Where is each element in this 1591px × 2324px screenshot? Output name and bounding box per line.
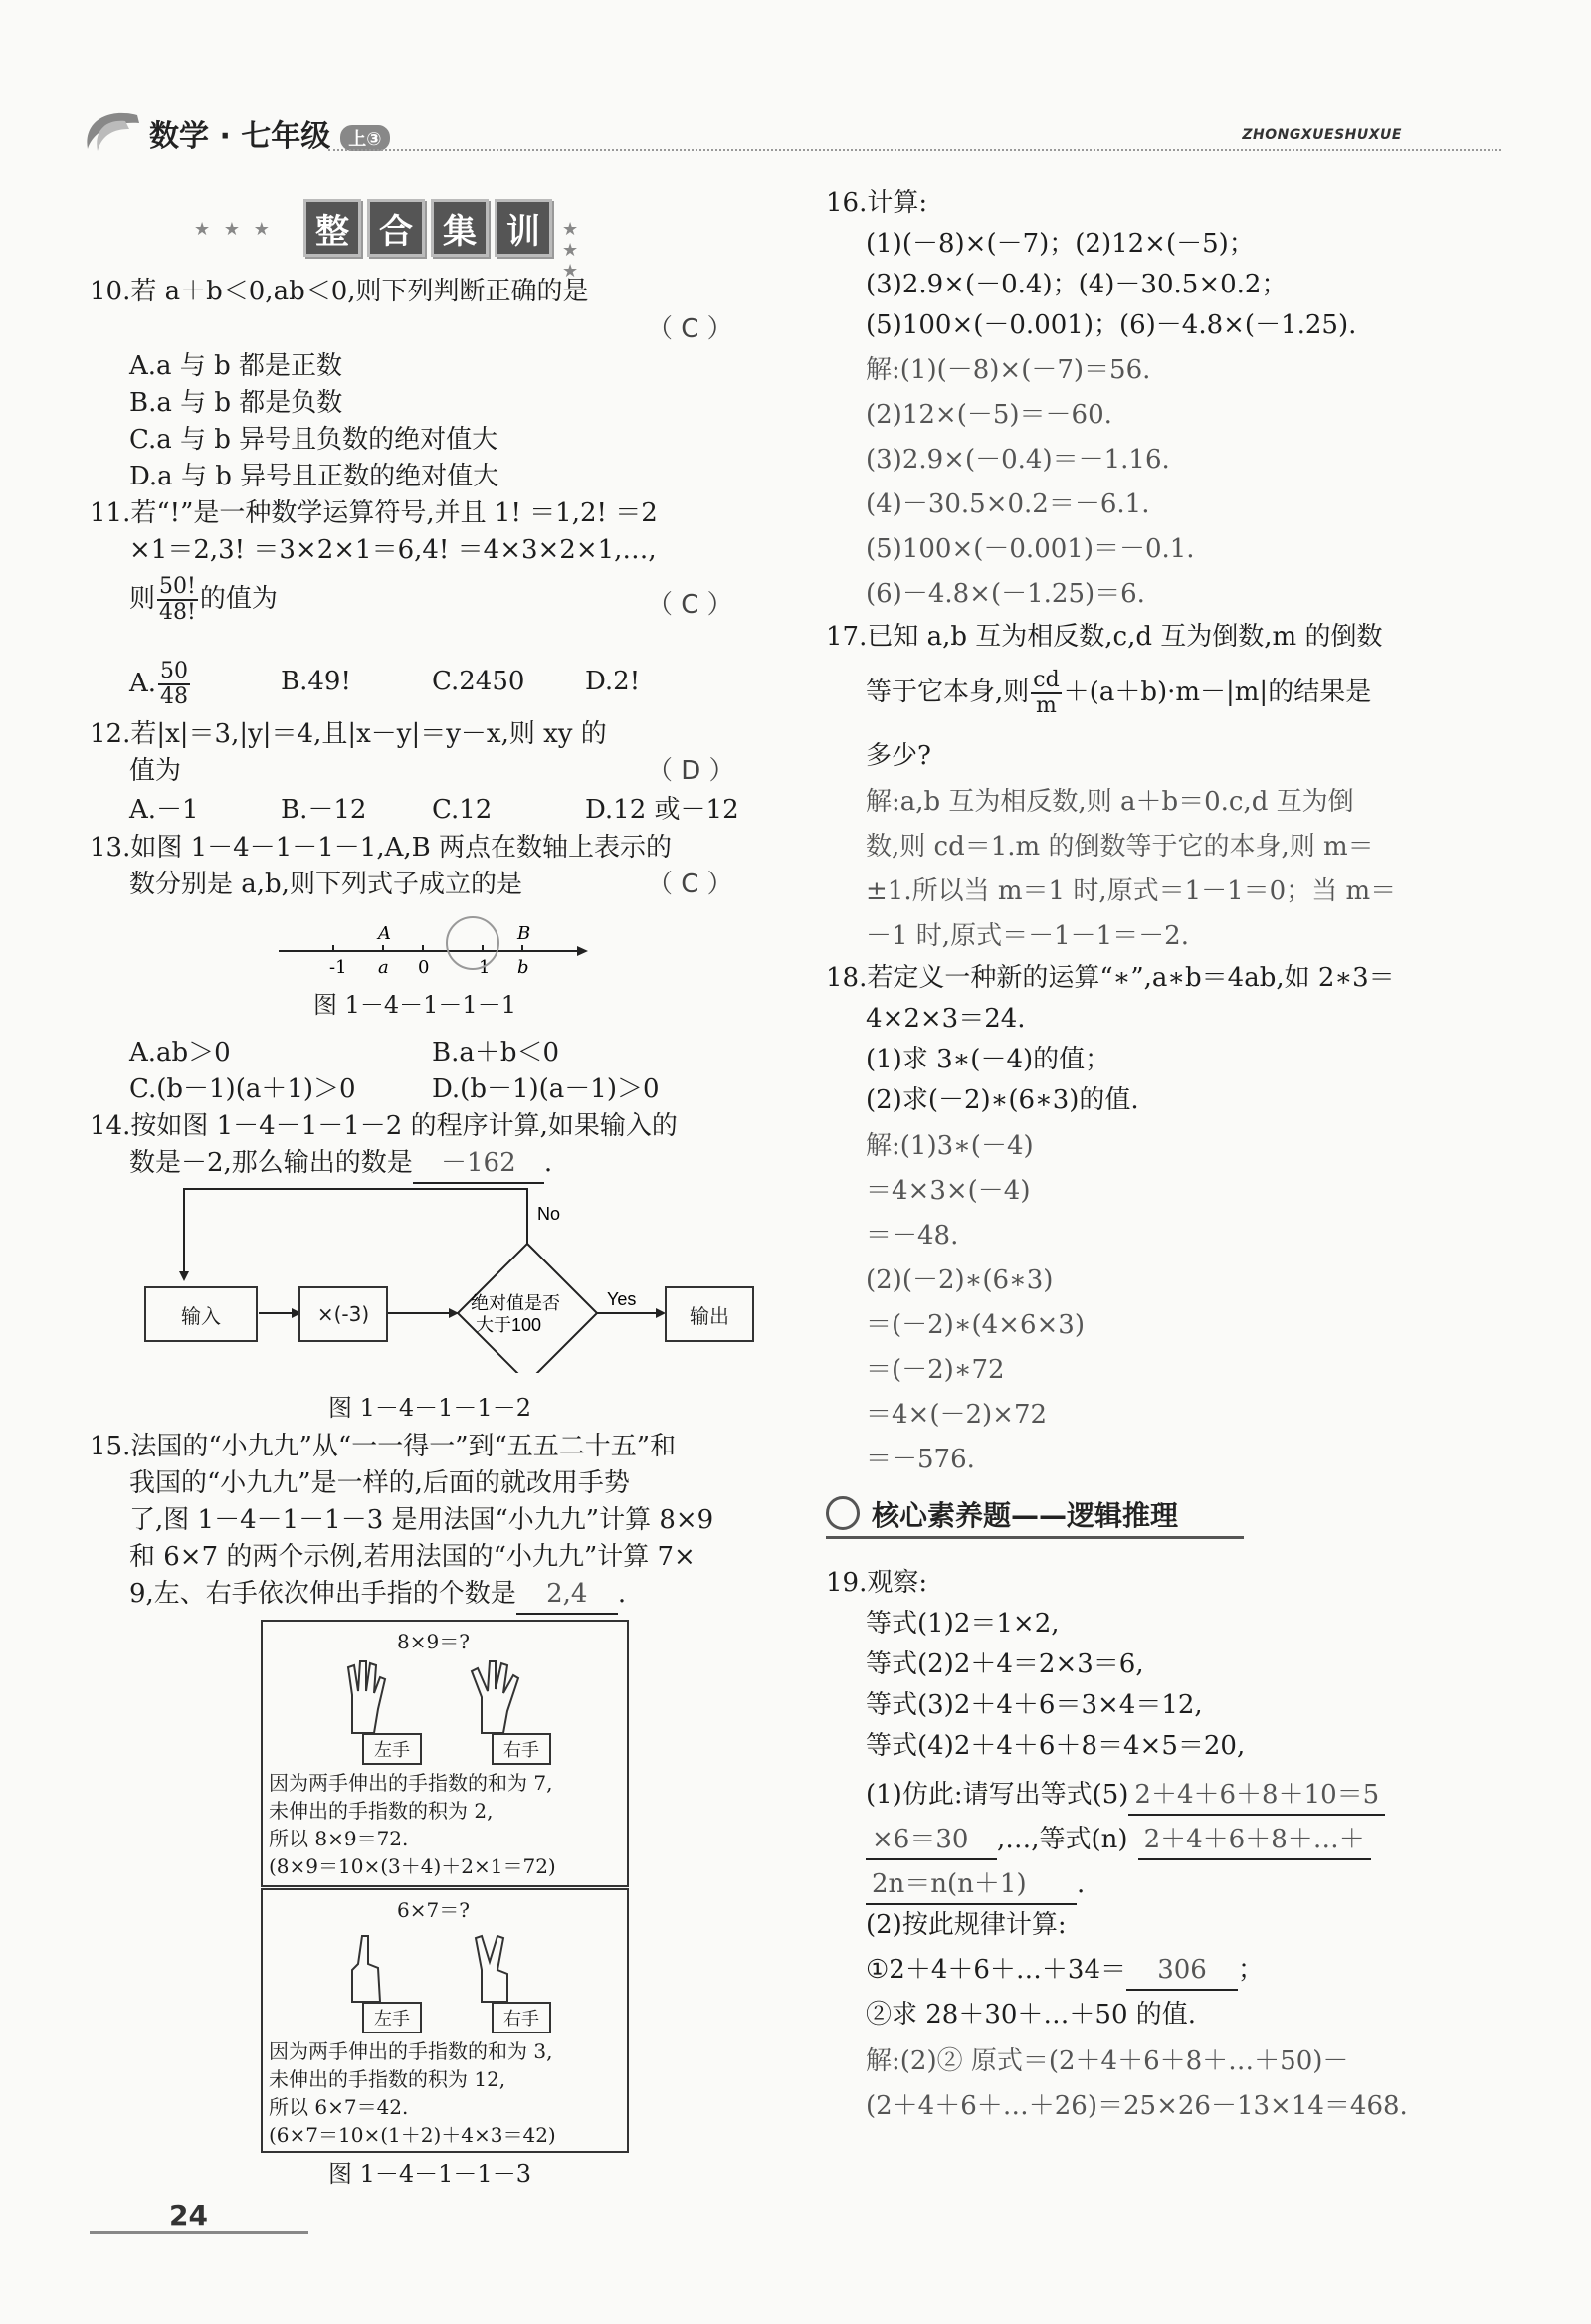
q13-option-c: C.(b－1)(a＋1)＞0 bbox=[129, 1074, 356, 1104]
q19-p1-line2: ×6＝30 ,…,等式(n) 2＋4＋6＋8＋…＋ bbox=[866, 1822, 1371, 1860]
flowchart-figure bbox=[139, 1184, 766, 1373]
q16-sol3: (3)2.9×(－0.4)＝－1.16. bbox=[866, 445, 1170, 475]
q11-option-b: B.49! bbox=[281, 667, 351, 696]
hand-panel-6x7 bbox=[261, 1888, 629, 2153]
flow-no-label: No bbox=[537, 1204, 561, 1224]
q17-sol3: ±1.所以当 m＝1 时,原式＝1－1＝0；当 m＝ bbox=[866, 876, 1397, 906]
banner-char: 训 bbox=[495, 199, 552, 257]
page-number: 24 bbox=[169, 2199, 208, 2231]
q19-answer-eqnb: 2n＝n(n＋1) bbox=[866, 1866, 1077, 1905]
flow-output-box: 输出 bbox=[665, 1286, 754, 1342]
q19-answer-306: 306 bbox=[1126, 1952, 1238, 1991]
panel2-title: 6×7＝? bbox=[397, 1898, 470, 1922]
q18-sol4: (2)(－2)∗(6∗3) bbox=[866, 1265, 1054, 1295]
header-badge: 上③ bbox=[340, 125, 389, 151]
q13-option-b: B.a＋b＜0 bbox=[432, 1038, 560, 1067]
q18-sol6: ＝(－2)∗72 bbox=[866, 1355, 1005, 1385]
q14-answer: －162 bbox=[413, 1145, 544, 1184]
q18-sol7: ＝4×(－2)×72 bbox=[866, 1400, 1048, 1430]
point-label-b: B bbox=[517, 923, 531, 944]
panel1-line1: 因为两手伸出的手指数的和为 7, bbox=[269, 1771, 553, 1795]
q19-answer-eqna: 2＋4＋6＋8＋…＋ bbox=[1138, 1822, 1371, 1860]
q19-title: 19.观察: bbox=[826, 1568, 928, 1598]
panel2-line1: 因为两手伸出的手指数的和为 3, bbox=[269, 2039, 553, 2063]
q17-sol4: －1 时,原式＝－1－1＝－2. bbox=[866, 921, 1189, 951]
page-number-rule bbox=[90, 2231, 308, 2234]
hands-icon bbox=[322, 1655, 581, 1735]
q11-fraction: $\frac{50!}{48!}$ bbox=[159, 574, 196, 625]
banner-char: 集 bbox=[431, 199, 489, 257]
stamp-watermark bbox=[447, 917, 498, 969]
q10-option-c: C.a 与 b 异号且负数的绝对值大 bbox=[129, 425, 498, 455]
section-rule bbox=[826, 1536, 1244, 1539]
q17-sol2: 数,则 cd＝1.m 的倒数等于它的本身,则 m＝ bbox=[866, 832, 1374, 862]
flow-op-box: ×(-3) bbox=[298, 1286, 388, 1342]
q16-sol2: (2)12×(－5)＝－60. bbox=[866, 400, 1112, 430]
q18-sol1: 解:(1)3∗(－4) bbox=[866, 1131, 1034, 1161]
q12-option-c: C.12 bbox=[432, 795, 493, 825]
section-banner bbox=[194, 199, 592, 282]
q10-answer: （ C ） bbox=[647, 314, 733, 344]
q10-option-b: B.a 与 b 都是负数 bbox=[129, 388, 343, 418]
q16-line1: (1)(－8)×(－7)；(2)12×(－5)； bbox=[866, 229, 1255, 259]
q19-sol2: (2＋4＋6＋…＋26)＝25×26－13×14＝468. bbox=[866, 2091, 1408, 2121]
q11-answer: （ C ） bbox=[647, 590, 733, 620]
header-rule bbox=[328, 149, 1501, 151]
panel2-line3: 所以 6×7＝42. bbox=[269, 2095, 409, 2119]
panel2-left-hand-label: 左手 bbox=[362, 2002, 422, 2034]
q19-eq4: 等式(4)2＋4＋6＋8＝4×5＝20, bbox=[866, 1731, 1246, 1761]
section-label: 核心素养题——逻辑推理 bbox=[872, 1499, 1179, 1532]
banner-char: 整 bbox=[303, 199, 361, 257]
q18-sol3: ＝－48. bbox=[866, 1221, 959, 1251]
number-line-figure bbox=[274, 915, 592, 975]
q13-option-d: D.(b－1)(a－1)＞0 bbox=[432, 1074, 660, 1104]
axis-label-a: a bbox=[378, 957, 389, 975]
q13-caption: 图 1－4－1－1－1 bbox=[313, 991, 516, 1019]
q15-caption: 图 1－4－1－1－3 bbox=[328, 2160, 531, 2188]
q19-p1-line3: 2n＝n(n＋1) . bbox=[866, 1866, 1085, 1905]
q19-p2a: ①2＋4＋6＋…＋34＝ 306 ； bbox=[866, 1952, 1264, 1991]
hands-icon bbox=[322, 1924, 581, 2004]
header-right-text: ZHONGXUESHUXUE bbox=[1242, 127, 1402, 143]
panel2-line2: 未伸出的手指数的积为 12, bbox=[269, 2067, 506, 2091]
q15-line5: 9,左、右手依次伸出手指的个数是 2,4 . bbox=[129, 1576, 626, 1615]
panel2-right-hand-label: 右手 bbox=[492, 2002, 551, 2034]
q15-line2: 我国的“小九九”是一样的,后面的就改用手势 bbox=[129, 1468, 630, 1498]
q18-sol5: ＝(－2)∗(4×6×3) bbox=[866, 1310, 1085, 1340]
q11-option-a: A. $\frac{50}{48}$ bbox=[129, 659, 189, 709]
q11-option-d: D.2! bbox=[585, 667, 641, 696]
q11-line2: ×1＝2,3! ＝3×2×1＝6,4! ＝4×3×2×1,…, bbox=[129, 535, 657, 565]
q14-line2: 数是－2,那么输出的数是 －162 . bbox=[129, 1145, 552, 1184]
q11-line3: 则 $\frac{50!}{48!}$ 的值为 bbox=[129, 574, 278, 625]
q13-answer: （ C ） bbox=[647, 870, 733, 899]
q19-answer-eq5a: 2＋4＋6＋8＋10＝5 bbox=[1128, 1777, 1385, 1816]
q17-line2: 等于它本身,则 $\frac{cd}{m}$ ＋(a＋b)·m－|m|的结果是 bbox=[866, 668, 1372, 718]
q19-eq1: 等式(1)2＝1×2, bbox=[866, 1609, 1060, 1639]
hand-panel-8x9 bbox=[261, 1620, 629, 1887]
q18-sol8: ＝－576. bbox=[866, 1445, 975, 1474]
heart-badge-icon bbox=[826, 1496, 860, 1530]
core-literacy-section-header bbox=[826, 1492, 1244, 1538]
q19-p1-line1: (1)仿此:请写出等式(5) 2＋4＋6＋8＋10＝5 bbox=[866, 1777, 1385, 1816]
q15-line1: 15.法国的“小九九”从“一一得一”到“五五二十五”和 bbox=[90, 1432, 677, 1461]
panel1-right-hand-label: 右手 bbox=[492, 1733, 551, 1765]
q14-caption: 图 1－4－1－1－2 bbox=[328, 1394, 531, 1422]
banner-stars-left: ★ ★ ★ bbox=[194, 219, 274, 240]
q12-line1: 12.若|x|＝3,|y|＝4,且|x－y|＝y－x,则 xy 的 bbox=[90, 719, 607, 749]
q18-line2: 4×2×3＝24. bbox=[866, 1004, 1026, 1034]
q11-optA-fraction: $\frac{50}{48}$ bbox=[160, 659, 189, 709]
q15-line4: 和 6×7 的两个示例,若用法国的“小九九”计算 7× bbox=[129, 1542, 696, 1572]
q12-answer: （ D ） bbox=[647, 756, 735, 786]
q16-title: 16.计算: bbox=[826, 188, 928, 218]
q17-fraction: $\frac{cd}{m}$ bbox=[1033, 668, 1060, 718]
q17-line1: 17.已知 a,b 互为相反数,c,d 互为倒数,m 的倒数 bbox=[826, 622, 1383, 652]
q12-option-a: A.－1 bbox=[129, 795, 199, 825]
q19-p2: (2)按此规律计算: bbox=[866, 1910, 1067, 1940]
q19-p2b: ②求 28＋30＋…＋50 的值. bbox=[866, 2000, 1197, 2030]
q15-answer: 2,4 bbox=[516, 1576, 618, 1615]
panel1-line2: 未伸出的手指数的积为 2, bbox=[269, 1799, 494, 1823]
q12-line2: 值为 bbox=[129, 756, 182, 786]
axis-label-1: 1 bbox=[479, 957, 491, 975]
q11-line1: 11.若“!”是一种数学运算符号,并且 1! ＝1,2! ＝2 bbox=[90, 498, 658, 528]
q16-sol4: (4)－30.5×0.2＝－6.1. bbox=[866, 489, 1150, 519]
panel1-line3: 所以 8×9＝72. bbox=[269, 1827, 409, 1850]
q19-sol1: 解:(2)② 原式＝(2＋4＋6＋8＋…＋50)－ bbox=[866, 2046, 1349, 2076]
q16-sol5: (5)100×(－0.001)＝－0.1. bbox=[866, 534, 1195, 564]
q15-line3: 了,图 1－4－1－1－3 是用法国“小九九”计算 8×9 bbox=[129, 1505, 714, 1535]
q17-line3: 多少? bbox=[866, 741, 931, 771]
q12-option-d: D.12 或－12 bbox=[585, 795, 739, 825]
q18-line1: 18.若定义一种新的运算“∗”,a∗b＝4ab,如 2∗3＝ bbox=[826, 963, 1395, 993]
q19-answer-eq5b: ×6＝30 bbox=[866, 1822, 997, 1860]
q10-option-a: A.a 与 b 都是正数 bbox=[129, 351, 342, 381]
q12-option-b: B.－12 bbox=[281, 795, 367, 825]
q14-line1: 14.按如图 1－4－1－1－2 的程序计算,如果输入的 bbox=[90, 1111, 678, 1141]
number-line-arrow bbox=[577, 946, 588, 956]
banner-stars-right: ★ ★ ★ bbox=[562, 219, 583, 282]
q13-line1: 13.如图 1－4－1－1－1,A,B 两点在数轴上表示的 bbox=[90, 833, 673, 863]
q18-line3: (1)求 3∗(－4)的值； bbox=[866, 1045, 1111, 1074]
q19-eq2: 等式(2)2＋4＝2×3＝6, bbox=[866, 1649, 1144, 1679]
header-swoosh-icon bbox=[78, 107, 147, 157]
axis-label-b: b bbox=[517, 957, 529, 975]
q10-option-d: D.a 与 b 异号且正数的绝对值大 bbox=[129, 462, 499, 491]
q11-option-c: C.2450 bbox=[432, 667, 525, 696]
flow-cond-line1: 绝对值是否 bbox=[471, 1293, 560, 1313]
q16-sol6: (6)－4.8×(－1.25)＝6. bbox=[866, 579, 1145, 609]
flow-cond-line2: 大于100 bbox=[476, 1315, 542, 1335]
panel1-title: 8×9＝? bbox=[397, 1630, 470, 1653]
banner-char: 合 bbox=[367, 199, 425, 257]
q13-option-a: A.ab＞0 bbox=[129, 1038, 231, 1067]
q17-sol1: 解:a,b 互为相反数,则 a＋b＝0.c,d 互为倒 bbox=[866, 787, 1354, 817]
panel1-left-hand-label: 左手 bbox=[362, 1733, 422, 1765]
q18-sol2: ＝4×3×(－4) bbox=[866, 1176, 1031, 1206]
axis-label-neg1: -1 bbox=[329, 957, 347, 975]
flow-input-box: 输入 bbox=[144, 1286, 258, 1342]
q16-sol1: 解:(1)(－8)×(－7)＝56. bbox=[866, 355, 1151, 385]
q16-line3: (5)100×(－0.001)；(6)－4.8×(－1.25). bbox=[866, 310, 1357, 340]
header-title: 数学 · 七年级 上③ bbox=[149, 111, 390, 155]
panel2-line4: (6×7＝10×(1＋2)＋4×3＝42) bbox=[269, 2123, 556, 2147]
flow-yes-label: Yes bbox=[607, 1289, 637, 1309]
q10-stem: 10.若 a＋b＜0,ab＜0,则下列判断正确的是 bbox=[90, 277, 589, 306]
panel1-line4: (8×9＝10×(3＋4)＋2×1＝72) bbox=[269, 1854, 556, 1878]
point-label-a: A bbox=[378, 923, 391, 944]
q13-line2: 数分别是 a,b,则下列式子成立的是 bbox=[129, 870, 522, 899]
q18-line4: (2)求(－2)∗(6∗3)的值. bbox=[866, 1085, 1139, 1115]
axis-label-0: 0 bbox=[418, 957, 430, 975]
q19-eq3: 等式(3)2＋4＋6＝3×4＝12, bbox=[866, 1690, 1203, 1720]
q16-line2: (3)2.9×(－0.4)；(4)－30.5×0.2； bbox=[866, 270, 1288, 299]
